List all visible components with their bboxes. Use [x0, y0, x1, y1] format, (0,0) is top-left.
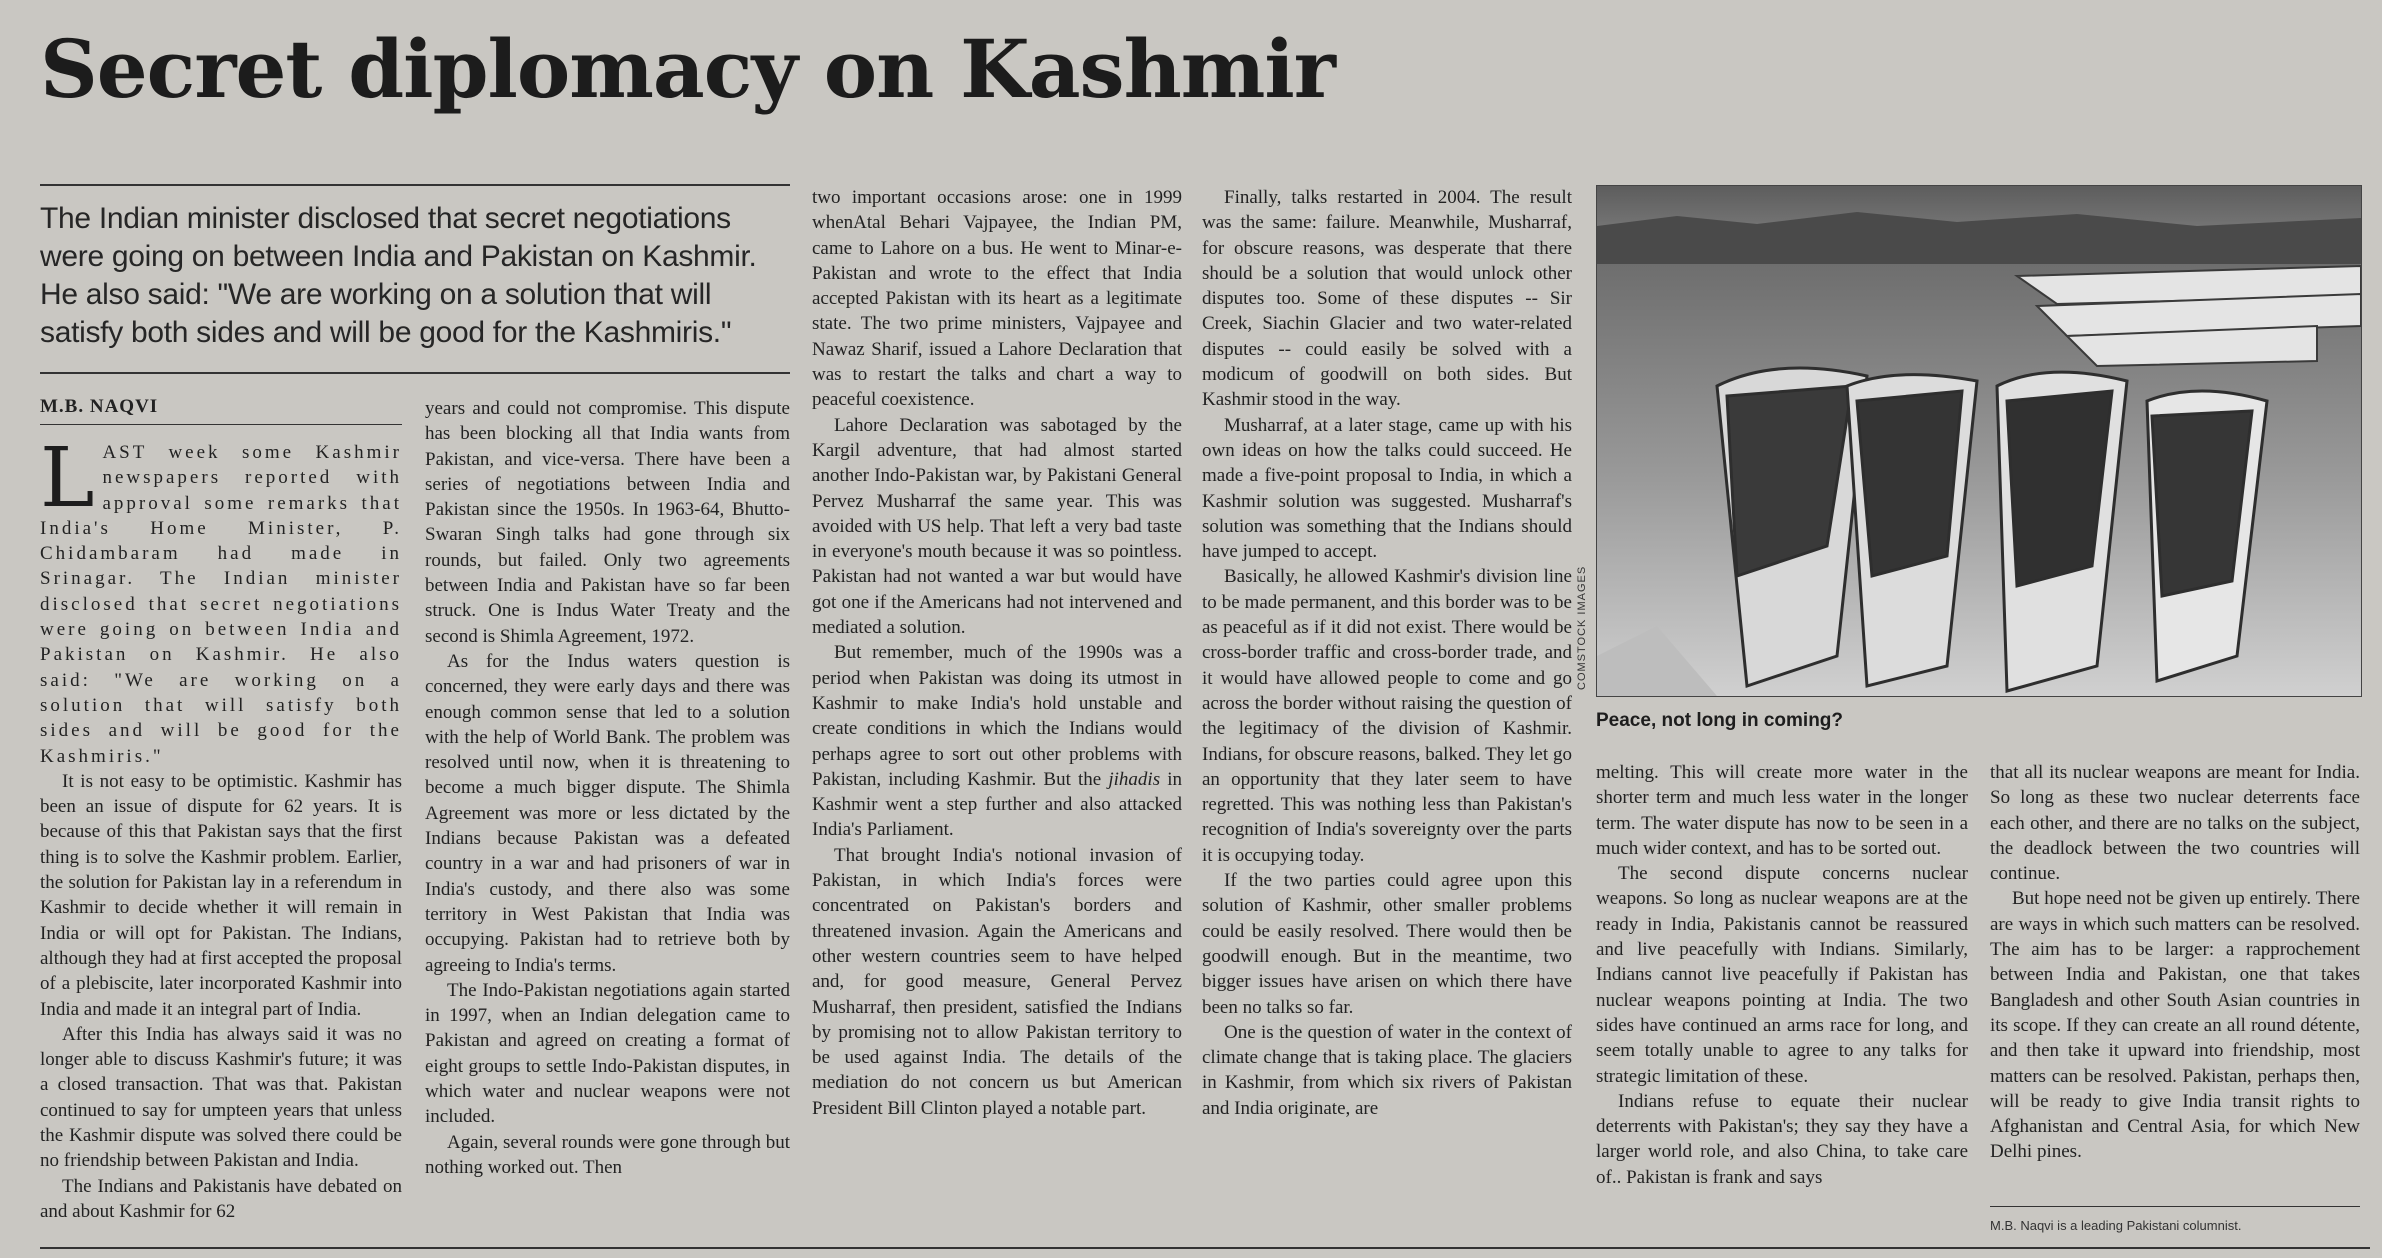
paragraph: Finally, talks restarted in 2004. The result was the same: failure. Meanwhile, Musharraf, for obscure reasons, was desperate that there should be a solution that would unlock other disputes too. Some of these disputes -- Sir Creek, Siachin Glacier and two water-related disputes -- could easily be solved with a modicum of goodwill on both sides. But Kashmir stood in the way. [1202, 187, 1572, 411]
paragraph: One is the question of water in the context of climate change that is taking place. The glaciers in Kashmir, from which six rivers of Pakistan and India originate, are [1202, 1021, 1572, 1119]
column-4 [1202, 185, 1572, 1225]
boats-photo [1596, 185, 2362, 697]
paragraph: melting. This will create more water in the shorter term and much less water in the longer term. The water dispute has now to be seen in a much wider context, and has to be sorted out. [1596, 762, 1968, 859]
paragraph: The second dispute concerns nuclear weapons. So long as nuclear weapons are at the ready in India, Pakistanis cannot be reassured and live peacefully with Indians. Similarly, Indians cannot live peacefully if Pakistan has nuclear weapons pointing at India. The two sides have continued an arms race for long, and seem totally unable to agree to any talks for strategic limitation of these. [1596, 863, 1968, 1087]
paragraph: But hope need not be given up entirely. There are ways in which such matters can be resolved. The aim has to be larger: a rapprochement between India and Pakistan, one that takes Bangladesh and other South Asian countries in its scope. If they can create an all round détente, and then take it upward into friendship, most matters can be resolved. Pakistan, perhaps then, will be ready to give India transit rights to Afghanistan and Central Asia, for which New Delhi pines. [1990, 888, 2360, 1163]
paragraph: Lahore Declaration was sabotaged by the Kargil adventure, that had almost started another Indo-Pakistan war, by Pakistani General Pervez Musharraf the same year. This was avoided with US help. That left a very bad taste in everyone's mouth because it was so pointless. Pakistan had not wanted a war but would have got one if the Americans had not intervened and mediated a solution. [812, 414, 1182, 639]
paragraph: Indians refuse to equate their nuclear deterrents with Pakistan's; they say they have a larger world role, and also China, to take care of.. Pakistan is frank and says [1596, 1090, 1968, 1188]
paragraph: That brought India's notional invasion of Pakistan, in which India's forces were concentrated on Pakistan's borders and threatened invasion. Again the Americans and other western countries seem to have helped and, for good measure, General Pervez Musharraf, then president, satisfied the Indians by promising not to allow Pakistan territory to be used against India. The details of the mediation do not concern us but American President Bill Clinton played a notable part. [812, 844, 1182, 1119]
bio-rule [1990, 1206, 2360, 1207]
column-1 [40, 440, 402, 1220]
bottom-rule [40, 1247, 2370, 1249]
column-6 [1990, 760, 2360, 1205]
paragraph: After this India has always said it was no longer able to discuss Kashmir's future; it was a closed transaction. That was that. Pakistan continued to say for umpteen years that unless the Kashmir dispute was solved there could be no friendship between Pakistan and India. [40, 1023, 402, 1172]
paragraph: years and could not compromise. This dispute has been blocking all that India wants from Pakistan, and vice-versa. There have been a series of negotiations between India and Pakistan since the 1950s. In 1963-64, Bhutto-Swaran Singh talks had gone through six rounds, but failed. Only two agreements between India and Pakistan have so far been struck. One is Indus Water Treaty and the second is Shimla Agreement, 1972. [425, 398, 790, 647]
paragraph: that all its nuclear weapons are meant for India. So long as these two nuclear deterrents face each other, and there are no talks on the subject, the deadlock between the two countries will continue. [1990, 762, 2360, 885]
paragraph: Musharraf, at a later stage, came up with his own ideas on how the talks could succeed. He made a five-point proposal to India, in which a Kashmir solution was suggested. Musharraf's solution was something that the Indians should have jumped to accept. [1202, 414, 1572, 563]
standfirst-bottom-rule [40, 372, 790, 374]
paragraph: two important occasions arose: one in 1999 whenAtal Behari Vajpayee, the Indian PM, came to Lahore on a bus. He went to Minar-e-Pakistan and wrote to the effect that India accepted Pakistan with its heart as a legitimate state. The two prime ministers, Vajpayee and Nawaz Sharif, issued a Lahore Declaration that was to restart the talks and chart a way to peaceful coexistence. [812, 187, 1182, 411]
paragraph: It is not easy to be optimistic. Kashmir has been an issue of dispute for 62 years. It is because of this that Pakistan says that the first thing is to solve the Kashmir problem. Earlier, the solution for Pakistan lay in a referendum in Kashmir to decide whether it will remain in India or will opt for Pakistan. The Indians, although they had at first accepted the proposal of a plebiscite, later incorporated Kashmir into India and made it an integral part of India. [40, 770, 402, 1020]
column-2 [425, 396, 790, 1226]
column-5 [1596, 760, 1968, 1230]
paragraph: But remember, much of the 1990s was a period when Pakistan was doing its utmost in Kashmir to make India's hold unstable and create conditions in which the Indians would perhaps agree to sort out other problems with Pakistan, including Kashmir. But the jihadis in Kashmir went a step further and also attacked India's Parliament. [812, 642, 1182, 841]
column-3 [812, 185, 1182, 1225]
photo-credit: COMSTOCK IMAGES [1576, 565, 1588, 690]
shikara-boats-image [1597, 186, 2361, 696]
paragraph: If the two parties could agree upon this solution of Kashmir, other smaller problems could be easily resolved. There would then be goodwill enough. But in the meantime, two bigger issues have arisen on which there have been no talks so far. [1202, 870, 1572, 1018]
photo-caption: Peace, not long in coming? [1596, 710, 1844, 731]
lead-paragraph: LAST week some Kashmir newspapers reported with approval some remarks that India's Home Minister, P. Chidambaram had made in Srinagar. The Indian minister disclosed that secret negotiations were going on between India and Pakistan on Kashmir. He also said: "We are working on a solution that will satisfy both sides and will be good for the Kashmiris." [40, 440, 402, 767]
top-rule [40, 184, 790, 186]
standfirst: The Indian minister disclosed that secret negotiations were going on between India and Pakistan on Kashmir. He also said: "We are working on a solution that will satisfy both sides and will be good for the Kashmiris." [40, 202, 757, 349]
paragraph: As for the Indus waters question is concerned, they were early days and there was enough common sense that led to a solution with the help of World Bank. The problem was resolved until now, when it is threatening to become a much bigger dispute. The Shimla Agreement was more or less dictated by the Indians because Pakistan was a defeated country in a war and had prisoners of war in India's custody, and there also was some territory in West Pakistan that India was occupying. Pakistan had to retrieve both by agreeing to India's terms. [425, 650, 790, 976]
paragraph: The Indians and Pakistanis have debated on and about Kashmir for 62 [40, 1175, 402, 1220]
paragraph: Again, several rounds were gone through but nothing worked out. Then [425, 1131, 790, 1178]
headline: Secret diplomacy on Kashmir [40, 22, 1335, 116]
drop-cap: L [40, 440, 95, 526]
byline-rule [40, 424, 402, 425]
paragraph: The Indo-Pakistan negotiations again started in 1997, when an Indian delegation came to Pakistan and agreed on creating a format of eight groups to settle Indo-Pakistan disputes, in which water and nuclear weapons were not included. [425, 979, 790, 1128]
author-bio: M.B. Naqvi is a leading Pakistani columnist. [1990, 1218, 2242, 1233]
paragraph: Basically, he allowed Kashmir's division line to be made permanent, and this border was to be as peaceful as if it did not exist. There would be cross-border traffic and cross-border trade, and it would have allowed people to come and go across the border without raising the question of the legitimacy of the division of Kashmir. Indians, for obscure reasons, balked. They let go an opportunity that they later seem to have regretted. This was nothing less than Pakistan's recognition of India's sovereignty over the parts it is occupying today. [1202, 566, 1572, 866]
byline: M.B. NAQVI [40, 396, 159, 417]
